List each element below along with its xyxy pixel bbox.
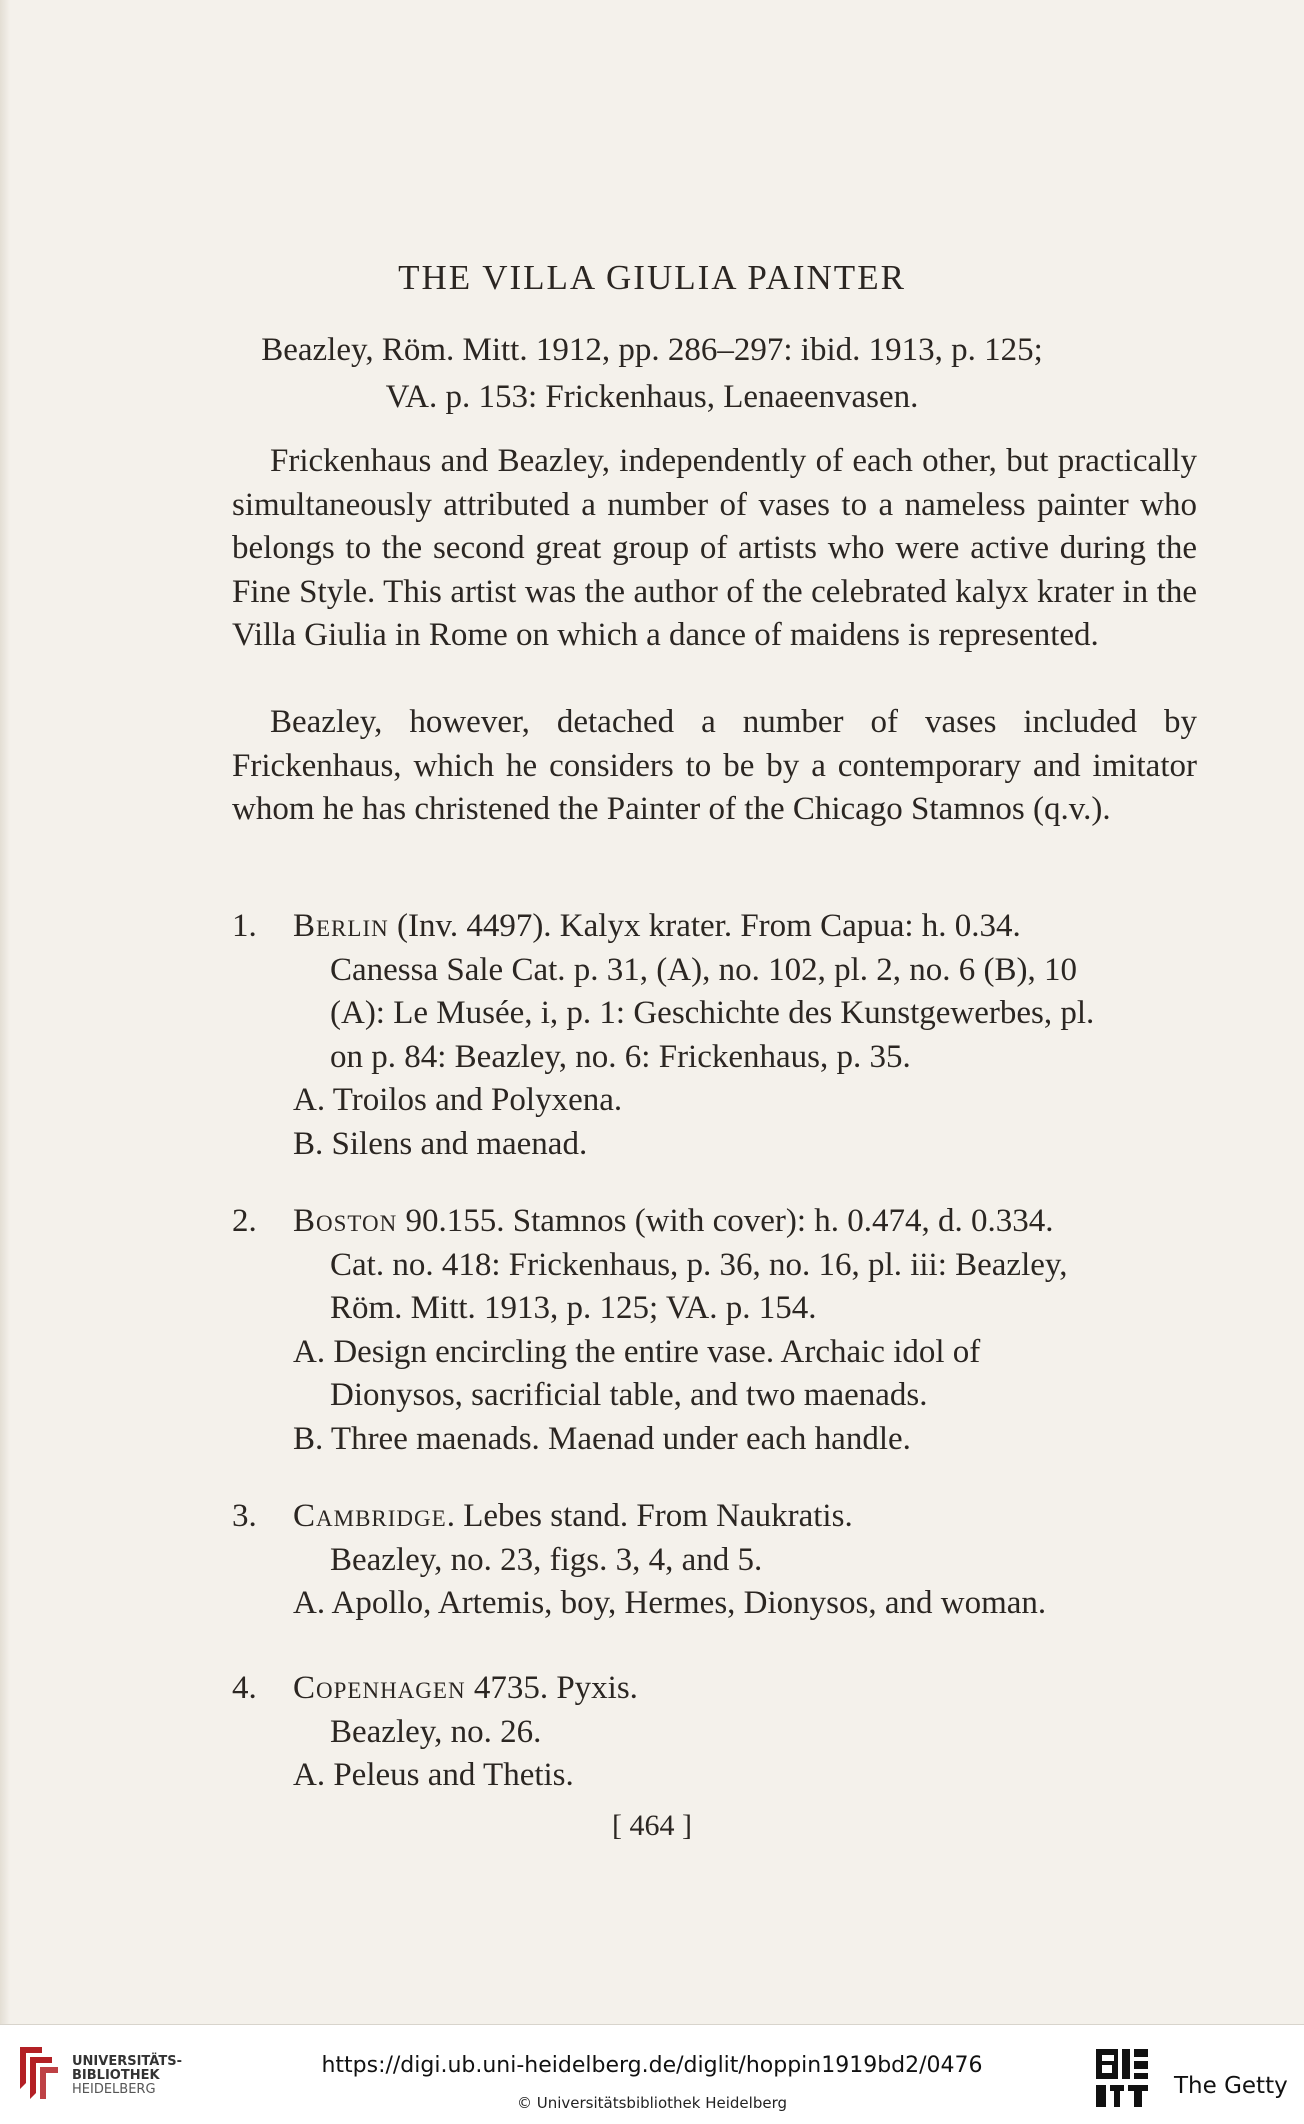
entry-description: 4735. Pyxis. (465, 1670, 638, 1706)
entry-reference-line: on p. 84: Beazley, no. 6: Frickenhaus, p. 35. (330, 1038, 911, 1075)
entry-number: 4. (232, 1670, 257, 1706)
catalog-entry (232, 1495, 1197, 1626)
entry-number: 2. (232, 1203, 257, 1239)
entry-reference-line: (A): Le Musée, i, p. 1: Geschichte des Kunstgewerbes, pl. (330, 995, 1095, 1031)
getty-logo-icon (1094, 2047, 1150, 2109)
bibliography-references (0, 327, 1304, 421)
entry-number: 3. (232, 1498, 257, 1534)
entry-side-description: A. Peleus and Thetis. (293, 1757, 574, 1793)
chapter-title: THE VILLA GIULIA PAINTER (398, 258, 906, 297)
entry-heading (232, 905, 1197, 949)
university-library-name: UNIVERSITÄTS- BIBLIOTHEK HEIDELBERG (72, 2054, 182, 2097)
entry-side-description: A. Apollo, Artemis, boy, Hermes, Dionysos, and woman. (293, 1585, 1047, 1621)
entry-place: Cambridge (293, 1498, 447, 1534)
page-gutter-shadow (0, 0, 10, 2024)
entry-reference-line: Beazley, no. 26. (330, 1713, 542, 1750)
page-number: [ 464 ] (612, 1809, 692, 1842)
permalink-url[interactable]: https://digi.ub.uni-heidelberg.de/diglit/hoppin1919bd2/0476 (321, 2053, 983, 2078)
entry-side-description: B. Three maenads. Maenad under each handle. (293, 1420, 911, 1457)
entry-side-description: A. Troilos and Polyxena. (293, 1082, 623, 1118)
body-paragraph: Frickenhaus and Beazley, independently of each other, but practically simultaneously attributed a number of vases to a nameless painter who belongs to the second great group of artists who were active during the Fine Style. This artist was the author of the celebrated kalyx krater in the Villa Giulia in Rome on which a dance of maidens is represented. (232, 443, 1197, 653)
entry-reference-line: Beazley, no. 23, figs. 3, 4, and 5. (330, 1541, 763, 1578)
entry-reference-line: Canessa Sale Cat. p. 31, (A), no. 102, pl. 2, no. 6 (B), 10 (330, 951, 1077, 988)
body-paragraph: Beazley, however, detached a number of vases included by Frickenhaus, which he considers to be by a contemporary and imitator whom he has christened the Painter of the Chicago Stamnos (q.v.). (232, 704, 1197, 827)
reference-line: Beazley, Röm. Mitt. 1912, pp. 286–297: ibid. 1913, p. 125; (261, 332, 1043, 368)
entry-place: Berlin (293, 908, 389, 944)
entry-reference-line: Röm. Mitt. 1913, p. 125; VA. p. 154. (330, 1290, 817, 1326)
entry-description: . Lebes stand. From Naukratis. (446, 1498, 853, 1534)
getty-name: The Getty (1174, 2073, 1288, 2099)
entry-reference-line: Cat. no. 418: Frickenhaus, p. 36, no. 16, pl. iii: Beazley, (330, 1246, 1068, 1283)
entry-heading (232, 1495, 1197, 1539)
entry-side-description: B. Silens and maenad. (293, 1125, 588, 1162)
catalog-entry (232, 1200, 1197, 1461)
entry-description: (Inv. 4497). Kalyx krater. From Capua: h. 0.34. (388, 908, 1021, 944)
entry-side-description: Dionysos, sacrificial table, and two maenads. (330, 1377, 928, 1413)
entry-number: 1. (232, 908, 257, 944)
catalog-entry (232, 1667, 1197, 1798)
copyright-notice: © Universitätsbibliothek Heidelberg (516, 2094, 787, 2112)
entry-side-description: A. Design encircling the entire vase. Archaic idol of (293, 1333, 981, 1370)
entry-heading (232, 1667, 1197, 1711)
entry-heading (232, 1200, 1197, 1244)
entry-place: Boston (293, 1203, 398, 1239)
reference-line: VA. p. 153: Frickenhaus, Lenaeenvasen. (385, 379, 919, 415)
entry-description: 90.155. Stamnos (with cover): h. 0.474, d. 0.334. (397, 1203, 1054, 1239)
catalog-entry (232, 905, 1197, 1166)
entry-place: Copenhagen (293, 1670, 466, 1706)
viewer-footer (0, 2024, 1304, 2124)
